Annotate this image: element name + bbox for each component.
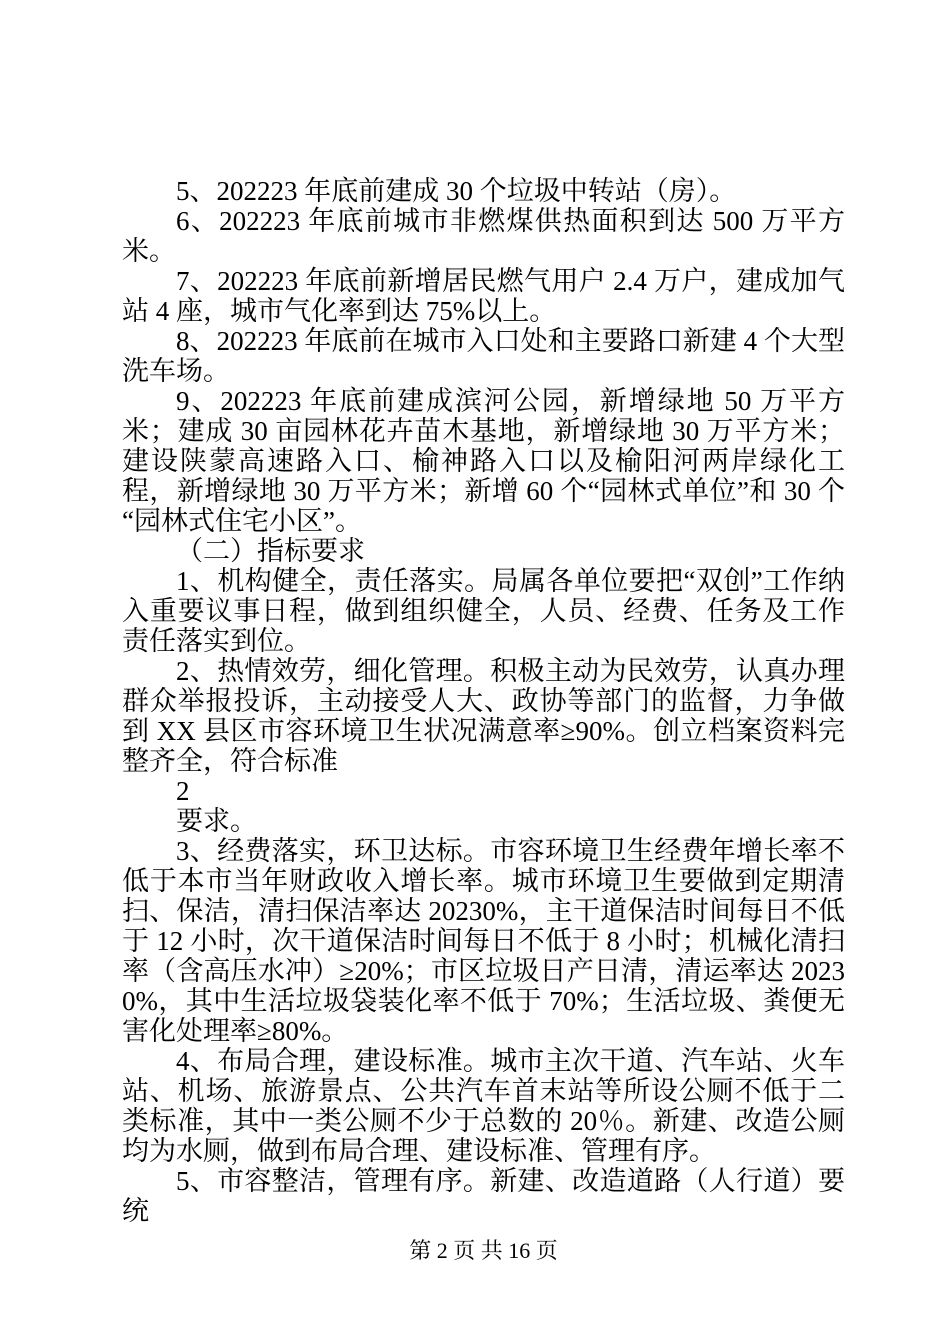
paragraph-item-8: 8、202223 年底前在城市入口处和主要路口新建 4 个大型洗车场。	[122, 326, 845, 386]
paragraph-requirement-3: 3、经费落实，环卫达标。市容环境卫生经费年增长率不低于本市当年财政收入增长率。城市环境卫生要做到定期清扫、保洁，清扫保洁率达 20230%，主干道保洁时间每日不低于 12 小时，次干道保洁时间每日不低于 8 小时；机械化清扫率（含高压水冲）≥20%；市区垃圾日产日清，清运率达 20230%，其中生活垃圾袋装化率不低于 70%；生活垃圾、粪便无害化处理率≥80%。	[122, 836, 845, 1046]
paragraph-requirement-2-continuation: 要求。	[176, 806, 257, 836]
paragraph-item-9: 9、202223 年底前建成滨河公园，新增绿地 50 万平方米；建成 30 亩园林花卉苗木基地，新增绿地 30 万平方米；建设陕蒙高速路入口、榆神路入口以及榆阳河两岸绿化工程，新增绿地 30 万平方米；新增 60 个“园林式单位”和 30 个“园林式住宅小区”。	[122, 386, 845, 536]
document-body	[122, 176, 845, 1226]
page-footer	[122, 1238, 845, 1264]
paragraph-requirement-1: 1、机构健全，责任落实。局属各单位要把“双创”工作纳入重要议事日程，做到组织健全，人员、经费、任务及工作责任落实到位。	[122, 566, 845, 656]
paragraph-requirement-2: 2、热情效劳，细化管理。积极主动为民效劳，认真办理群众举报投诉，主动接受人大、政协等部门的监督，力争做到 XX 县区市容环境卫生状况满意率≥90%。创立档案资料完整齐全，符合标准	[122, 656, 845, 776]
stray-page-number-artifact: 2	[176, 776, 190, 806]
paragraph-item-6: 6、202223 年底前城市非燃煤供热面积到达 500 万平方米。	[122, 206, 845, 266]
paragraph-item-7: 7、202223 年底前新增居民燃气用户 2.4 万户，建成加气站 4 座，城市气化率到达 75%以上。	[122, 266, 845, 326]
paragraph-item-5: 5、202223 年底前建成 30 个垃圾中转站（房）。	[176, 176, 737, 206]
paragraph-requirement-5: 5、市容整洁，管理有序。新建、改造道路（人行道）要统	[122, 1166, 845, 1226]
section-heading-indicator-requirements: （二）指标要求	[176, 536, 365, 566]
paragraph-requirement-4: 4、布局合理，建设标准。城市主次干道、汽车站、火车站、机场、旅游景点、公共汽车首末站等所设公厕不低于二类标准，其中一类公厕不少于总数的 20％。新建、改造公厕均为水厕，做到布局合理、建设标准、管理有序。	[122, 1046, 845, 1166]
page-number-label: 第 2 页 共 16 页	[409, 1238, 558, 1263]
